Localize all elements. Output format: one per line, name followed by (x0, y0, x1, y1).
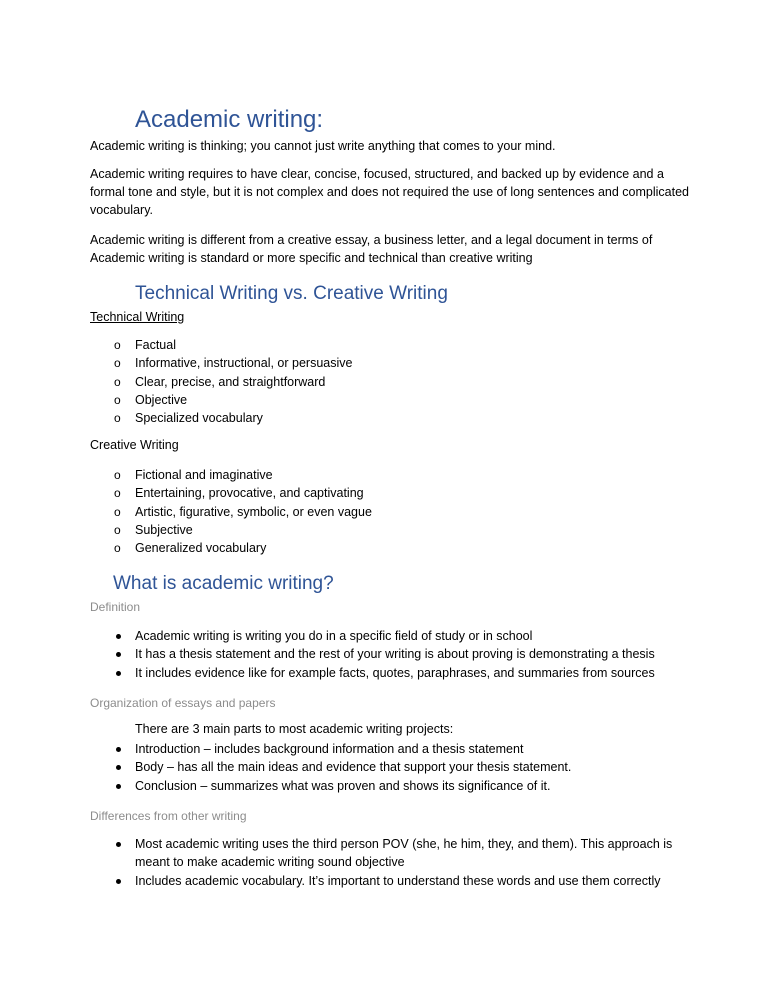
list-item: Introduction – includes background information and a thesis statement (0, 740, 700, 758)
list-item: o Artistic, figurative, symbolic, or even vague (0, 503, 700, 521)
list-item: Includes academic vocabulary. It’s important to understand these words and use them correctly (0, 872, 700, 890)
list-item: o Objective (0, 391, 700, 409)
bullet-dot-icon (116, 747, 121, 752)
creative-writing-list (0, 466, 700, 557)
differences-subheading: Differences from other writing (90, 809, 247, 823)
organization-list (0, 740, 700, 795)
list-item: Most academic writing uses the third person POV (she, he him, they, and them). This approach is meant to make academic writing sound objective (0, 835, 675, 872)
bullet-dot-icon (116, 879, 121, 884)
hollow-bullet-icon: o (114, 338, 121, 352)
bullet-dot-icon (116, 671, 121, 676)
hollow-bullet-icon: o (114, 504, 121, 519)
list-item: o Informative, instructional, or persuasive (0, 354, 700, 372)
technical-writing-list (0, 336, 700, 427)
list-item: Conclusion – summarizes what was proven and shows its significance of it. (0, 777, 700, 795)
creative-writing-label: Creative Writing (90, 438, 179, 452)
list-item: It includes evidence like for example facts, quotes, paraphrases, and summaries from sources (0, 664, 700, 682)
organization-intro: There are 3 main parts to most academic writing projects: (135, 722, 454, 736)
bullet-dot-icon (116, 784, 121, 789)
differences-list (0, 835, 700, 890)
hollow-bullet-icon: o (114, 541, 121, 556)
hollow-bullet-icon: o (114, 392, 121, 407)
technical-writing-label: Technical Writing (90, 310, 185, 324)
list-item: o Subjective (0, 521, 700, 539)
organization-subheading: Organization of essays and papers (90, 696, 276, 710)
bullet-dot-icon (116, 652, 121, 657)
list-item: o Clear, precise, and straightforward (0, 373, 700, 391)
section-heading-technical-vs-creative: Technical Writing vs. Creative Writing (135, 283, 448, 304)
intro-paragraph-1: Academic writing is thinking; you cannot just write anything that comes to your mind. (90, 139, 556, 153)
definition-list (0, 627, 700, 682)
bullet-dot-icon (116, 842, 121, 847)
hollow-bullet-icon: o (114, 522, 121, 537)
intro-paragraph-2: Academic writing requires to have clear, concise, focused, structured, and backed up by evidence and a formal tone and style, but it is not complex and does not required the use of long sentences and complicated vocabulary. (90, 167, 689, 217)
hollow-bullet-icon: o (114, 356, 121, 371)
bullet-dot-icon (116, 634, 121, 639)
list-item: o Generalized vocabulary (0, 539, 700, 557)
hollow-bullet-icon: o (114, 468, 121, 482)
page-title: Academic writing: (135, 106, 324, 133)
hollow-bullet-icon: o (114, 486, 121, 501)
definition-subheading: Definition (90, 600, 141, 614)
list-item: o Entertaining, provocative, and captivating (0, 484, 700, 502)
hollow-bullet-icon: o (114, 374, 121, 389)
hollow-bullet-icon: o (114, 411, 121, 426)
list-item: Academic writing is writing you do in a specific field of study or in school (0, 627, 700, 645)
section-heading-what-is-academic-writing: What is academic writing? (113, 573, 334, 594)
bullet-dot-icon (116, 765, 121, 770)
list-item: o Fictional and imaginative (0, 466, 700, 484)
list-item: o Specialized vocabulary (0, 409, 700, 427)
list-item: Body – has all the main ideas and evidence that support your thesis statement. (0, 758, 700, 776)
list-item: o Factual (0, 336, 700, 354)
intro-paragraph-3: Academic writing is different from a creative essay, a business letter, and a legal document in terms of Academic writing is standard or more specific and technical than creative writing (90, 233, 653, 265)
list-item: It has a thesis statement and the rest of your writing is about proving is demonstrating a thesis (0, 645, 700, 663)
